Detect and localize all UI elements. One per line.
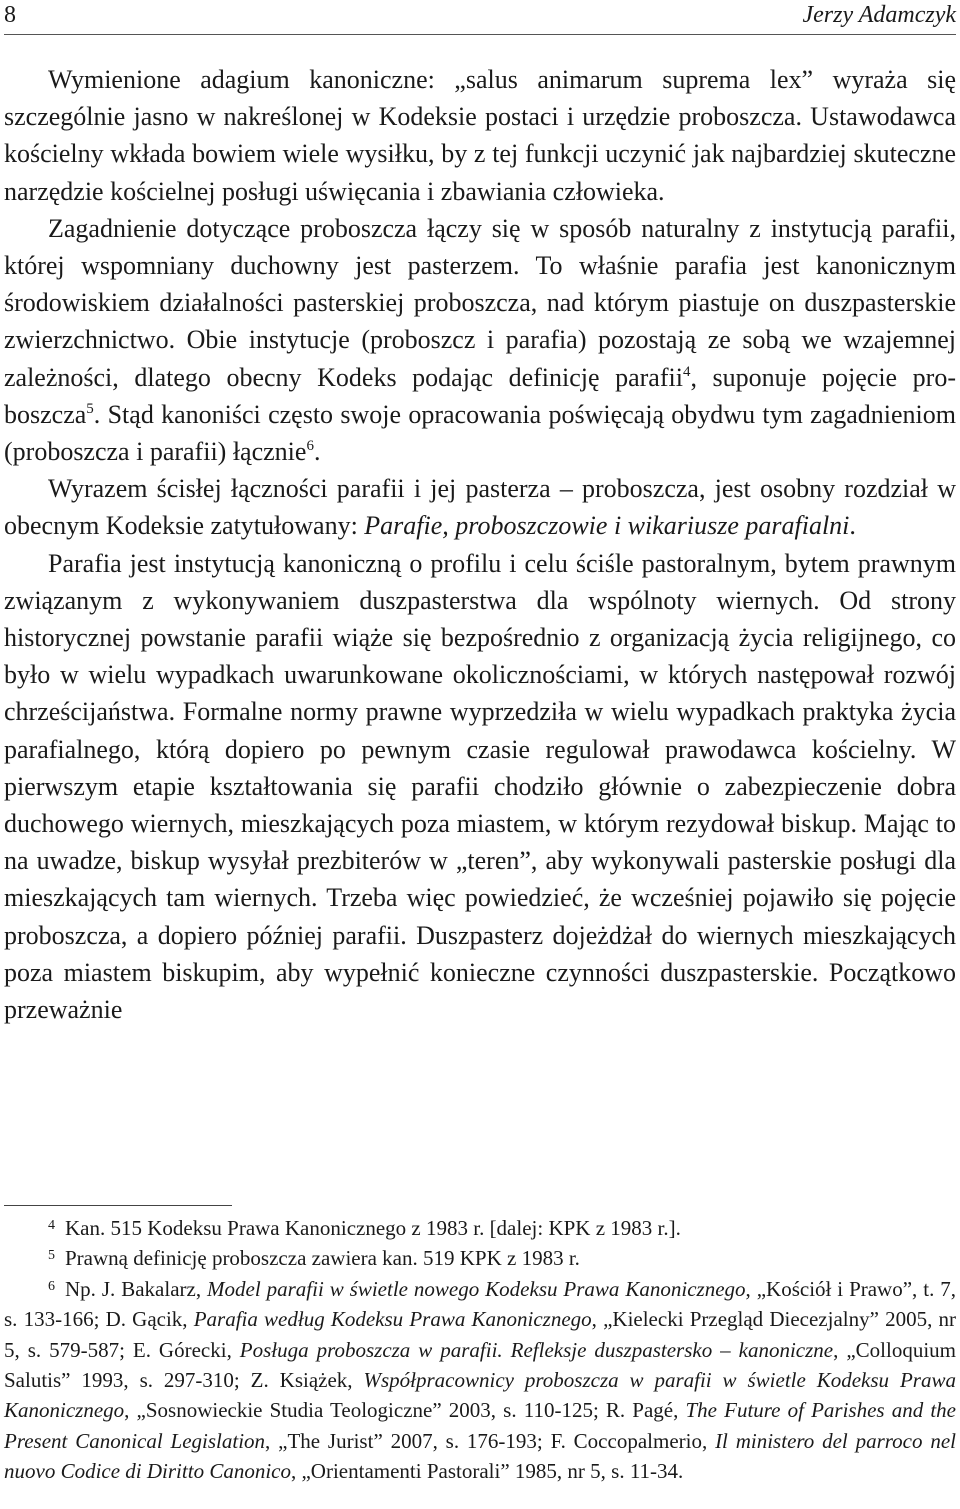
- footnote-text: , „The Jurist” 2007, s. 176-193; F. Coccopalmerio,: [265, 1428, 716, 1453]
- page-number: 8: [4, 2, 16, 28]
- paragraph-text: Parafia jest instytucją kanoniczną o profilu i celu ściśle pastoralnym, bytem prawnym związanym z wykonywaniem duszpasterstwa dla wspólnoty wiernych. Od strony historycznej powstanie parafii wiąże się bezpośrednio z organizacją życia religijnego, co było w wielu wypadkach uwarunkowane okolicznościami, w których następował rozwój chrześcijaństwa. Formalne normy prawne wyprzedziła w wielu wypadkach praktyka życia parafialnego, którą dopiero po pewnym czasie regulował prawodawca kościelny. W pierwszym etapie kształtowania się parafii chodziło głównie o zabezpieczenie dobra duchowego wiernych, mieszkających poza miastem, w którym rezydował biskup. Mając to na uwadze, biskup wysyłał prezbiterów w „teren”, aby wykonywali pasterskie posługi dla mieszkających tam wiernych. Trzeba więc powiedzieć, że wcześniej pojawiło się pojęcie proboszcza, a dopiero później parafii. Duszpasterz dojeżdżał do wiernych mieszkających poza miastem biskupim, aby wypełnić konieczne czynności duszpasterskie. Początkowo przeważnie: [4, 548, 956, 1025]
- footnote-text: Prawną definicję proboszcza zawiera kan. 519 KPK z 1983 r.: [65, 1246, 580, 1271]
- footnote-text: , „Orientamenti Pastorali” 1985, nr 5, s. 11-34.: [290, 1459, 684, 1484]
- paragraph: [4, 61, 956, 210]
- chapter-title-italic: Parafie, proboszczowie i wikariusze parafialni: [364, 511, 850, 541]
- footnote-4: [4, 1213, 956, 1243]
- footnote-text: , „Colloquium Salutis” 1993, s. 297-310; Z. Książek,: [4, 1337, 957, 1393]
- footnote-ref[interactable]: 5: [86, 400, 94, 417]
- paragraph: [4, 210, 956, 470]
- citation-title: Il ministero del parroco nel nuovo Codice di Diritto Canonico: [4, 1428, 956, 1484]
- footnote-text: , „Kościół i Prawo”, t. 7, s. 133-166; D. Gącik,: [4, 1276, 957, 1332]
- footnote-6: [4, 1274, 956, 1487]
- footnote-text: Np. J. Bakalarz,: [65, 1276, 208, 1301]
- footnote-number: 6: [48, 1278, 55, 1294]
- footnote-text: , „Sosnowieckie Studia Teologiczne” 2003, s. 110-125; R. Pagé,: [124, 1398, 686, 1423]
- paragraph-text: Zagadnienie dotyczące proboszcza łączy się w sposób naturalny z instytucją parafii, której wspomniany duchowny jest pasterzem. To właśnie parafia jest kanonicznym środowiskiem działalności pasterskiej proboszcza, nad którym piastuje on duszpasterskie zwierzchnictwo. Obie instytucje (proboszcz i parafia) pozostają ze sobą we wzajemnej zależności, dlatego obecny Kodeks podając definicję parafii: [4, 213, 956, 392]
- paragraph-text: , suponuje pojęcie proboszcza: [4, 362, 957, 429]
- paragraph-text: Wyrazem ścisłej łączności parafii i jej pasterza – proboszcza, jest osobny rozdział w obecnym Kodeksie zatytułowany:: [4, 474, 956, 541]
- paragraph-text: .: [849, 511, 856, 541]
- paragraph-text: . Stąd kanoniści często swoje opracowania poświęcają obydwu tym zagadnieniom (proboszcza i parafii) łącznie: [4, 399, 956, 467]
- citation-title: Model parafii w świetle nowego Kodeksu Prawa Kanonicznego: [207, 1276, 746, 1301]
- footnote-ref[interactable]: 4: [682, 363, 691, 380]
- footnote-5: [4, 1243, 956, 1273]
- footnote-number: 4: [48, 1218, 55, 1233]
- citation-title: The Future of Parishes and the Present Canonical Legislation: [4, 1398, 956, 1453]
- footnote-ref[interactable]: 6: [306, 438, 314, 455]
- footnote-number: 5: [48, 1248, 55, 1264]
- footnote-text: Kan. 515 Kodeksu Prawa Kanonicznego z 1983 r. [dalej: KPK z 1983 r.].: [65, 1216, 681, 1240]
- citation-title: Parafia według Kodeksu Prawa Kanonicznego: [193, 1307, 592, 1332]
- footnotes: [4, 1213, 956, 1487]
- paragraph-text: .: [313, 437, 321, 467]
- main-text: [4, 61, 956, 1028]
- citation-title: Współpracownicy proboszcza w parafii w świetle Kodeksu Prawa Kanonicznego: [4, 1368, 956, 1423]
- paragraph: [4, 545, 956, 1029]
- footnote-separator: [4, 1205, 232, 1206]
- footnote-text: , „Kielecki Przegląd Diecezjalny” 2005, nr 5, s. 579-587; E. Górecki,: [4, 1307, 956, 1362]
- paragraph: [4, 470, 956, 544]
- running-header-author: Jerzy Adamczyk: [802, 2, 956, 28]
- paragraph-text: Wymienione adagium kanoniczne: „salus animarum suprema lex” wyraża się szczególnie jasno w nakreślonej w Kodeksie postaci i urzędzie proboszcza. Ustawodawca kościelny wkłada bowiem wiele wysiłku, by z tej funkcji uczynić jak najbardziej skuteczne narzędzie kościelnej posługi uświęcania i zbawiania człowieka.: [4, 65, 956, 206]
- citation-title: Posługa proboszcza w parafii. Refleksje duszpastersko – kanoniczne: [239, 1337, 834, 1362]
- running-header: [4, 0, 956, 35]
